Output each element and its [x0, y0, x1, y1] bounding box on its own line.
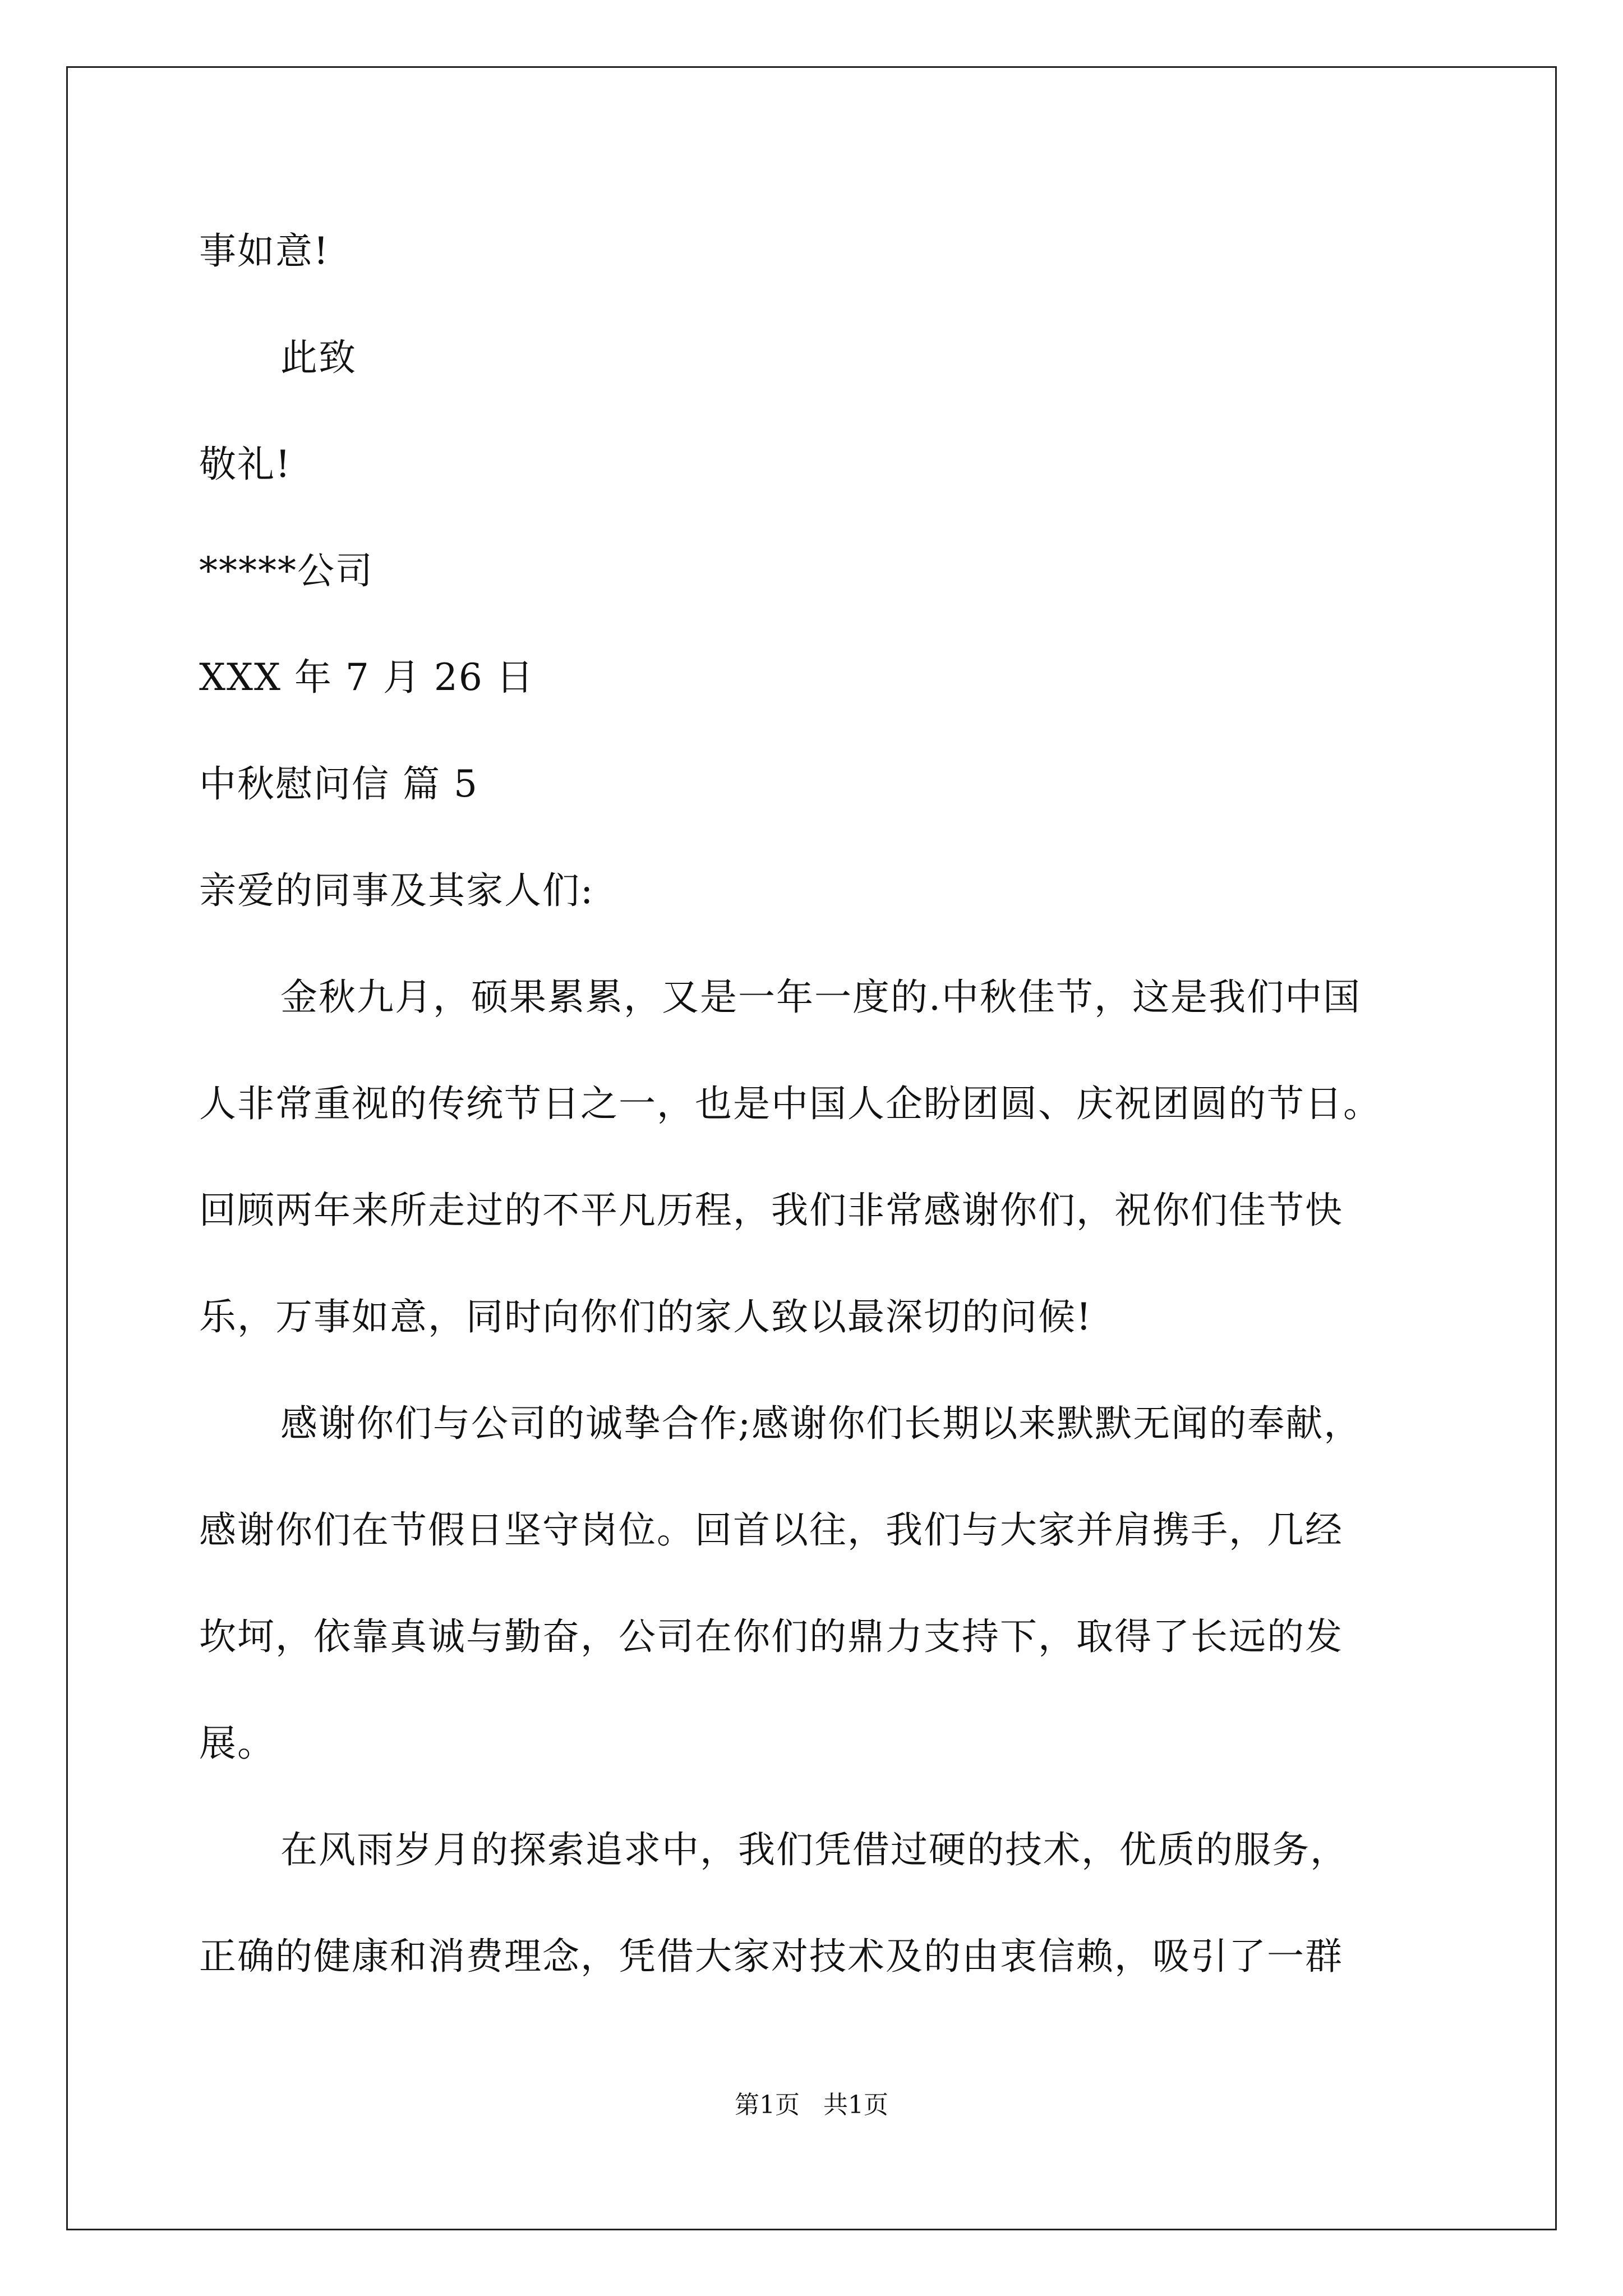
- text-line: 坎坷，依靠真诚与勤奋，公司在你们的鼎力支持下，取得了长远的发: [199, 1615, 1343, 1658]
- text-line: 正确的健康和消费理念，凭借大家对技术及的由衷信赖，吸引了一群: [199, 1935, 1343, 1978]
- text-line: 乐，万事如意，同时向你们的家人致以最深切的问候!: [199, 1295, 1092, 1338]
- text-line: 中秋慰问信 篇 5: [199, 762, 478, 806]
- text-line: 感谢你们与公司的诚挚合作;感谢你们长期以来默默无闻的奉献，: [280, 1402, 1362, 1445]
- text-line: 回顾两年来所走过的不平凡历程，我们非常感谢你们，祝你们佳节快: [199, 1189, 1343, 1232]
- text-line: 此致: [280, 336, 357, 379]
- text-line: 事如意!: [199, 229, 330, 273]
- text-line: 感谢你们在节假日坚守岗位。回首以往，我们与大家并肩携手，几经: [199, 1508, 1343, 1552]
- text-line: 人非常重视的传统节日之一，也是中国人企盼团圆、庆祝团圆的节日。: [199, 1082, 1381, 1125]
- page-number-footer: 第1页 共1页: [735, 2091, 888, 2119]
- text-line: 亲爱的同事及其家人们:: [199, 869, 594, 912]
- text-line: XXX 年 7 月 26 日: [199, 656, 534, 699]
- text-line: 敬礼!: [199, 443, 292, 486]
- page-frame: [66, 66, 1557, 2230]
- text-line: 展。: [199, 1722, 275, 1765]
- text-line: *****公司: [199, 549, 374, 592]
- text-line: 在风雨岁月的探索追求中，我们凭借过硬的技术，优质的服务，: [280, 1828, 1348, 1871]
- text-line: 金秋九月，硕果累累，又是一年一度的.中秋佳节，这是我们中国: [280, 976, 1361, 1019]
